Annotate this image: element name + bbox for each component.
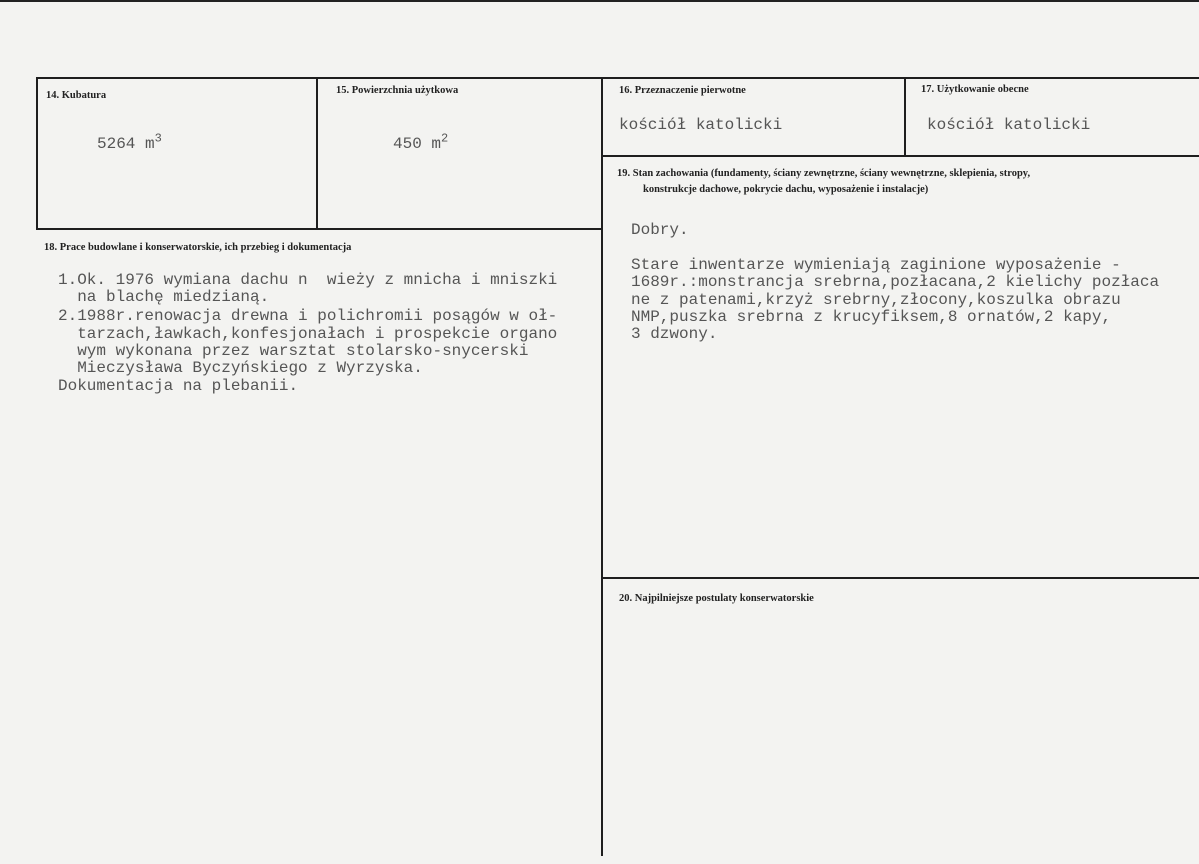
powierzchnia-exponent: 2	[441, 131, 449, 146]
divider-16-17	[904, 78, 906, 156]
stan-label-line1: 19. Stan zachowania (fundamenty, ściany zewnętrzne, ściany wewnętrzne, sklepienia, stropy,	[617, 168, 1031, 179]
stan-line: 3 dzwony.	[631, 325, 718, 343]
prace-line: wym wykonana przez warsztat stolarsko-snycerski	[58, 342, 529, 360]
prace-line: Dokumentacja na plebanii.	[58, 377, 299, 395]
prace-line: tarzach,ławkach,konfesjonałach i prospekcie organo	[58, 325, 558, 343]
postulaty-label: 20. Najpilniejsze postulaty konserwatorskie	[619, 593, 814, 604]
left-border	[36, 78, 38, 230]
divider-14-15	[316, 78, 318, 229]
stan-line: 1689r.:monstrancja srebrna,pozłacana,2 kielichy pozłaca	[631, 274, 1160, 291]
center-divider	[601, 78, 603, 856]
kubatura-exponent: 3	[154, 131, 162, 146]
prace-line: Mieczysława Byczyńskiego z Wyrzyska.	[58, 359, 423, 377]
stan-line: Stare inwentarze wymieniają zaginione wyposażenie -	[631, 256, 1121, 274]
stan-line: ne z patenami,krzyż srebrny,złocony,koszulka obrazu	[631, 291, 1121, 309]
kubatura-number: 5264 m	[97, 135, 155, 153]
prace-line: na blachę miedzianą.	[58, 288, 270, 306]
powierzchnia-label: 15. Powierzchnia użytkowa	[336, 85, 459, 96]
rule-below-14-15	[36, 228, 603, 230]
stan-status: Dobry.	[631, 221, 689, 239]
przeznaczenie-value: kościół katolicki	[619, 116, 783, 134]
kubatura-value	[97, 131, 162, 153]
stan-line: NMP,puszka srebrna z krucyfiksem,8 ornatów,2 kapy,	[631, 308, 1112, 326]
rule-above-20	[603, 577, 1199, 579]
rule-below-16-17	[603, 155, 1199, 157]
przeznaczenie-label: 16. Przeznaczenie pierwotne	[619, 85, 746, 96]
header-top-rule	[36, 77, 1199, 79]
prace-line: 1.Ok. 1976 wymiana dachu n wieży z mnicha i mniszki	[58, 271, 558, 289]
powierzchnia-value	[393, 131, 449, 153]
uzytkowanie-value: kościół katolicki	[927, 116, 1091, 134]
prace-line: 2.1988r.renowacja drewna i polichromii posągów w oł-	[58, 307, 558, 325]
prace-label: 18. Prace budowlane i konserwatorskie, ich przebieg i dokumentacja	[44, 242, 352, 253]
stan-label-line2: konstrukcje dachowe, pokrycie dachu, wyposażenie i instalacje)	[643, 184, 929, 195]
uzytkowanie-label: 17. Użytkowanie obecne	[921, 84, 1029, 95]
kubatura-label: 14. Kubatura	[46, 90, 107, 101]
powierzchnia-number: 450 m	[393, 135, 442, 153]
top-edge-line	[0, 0, 1199, 2]
